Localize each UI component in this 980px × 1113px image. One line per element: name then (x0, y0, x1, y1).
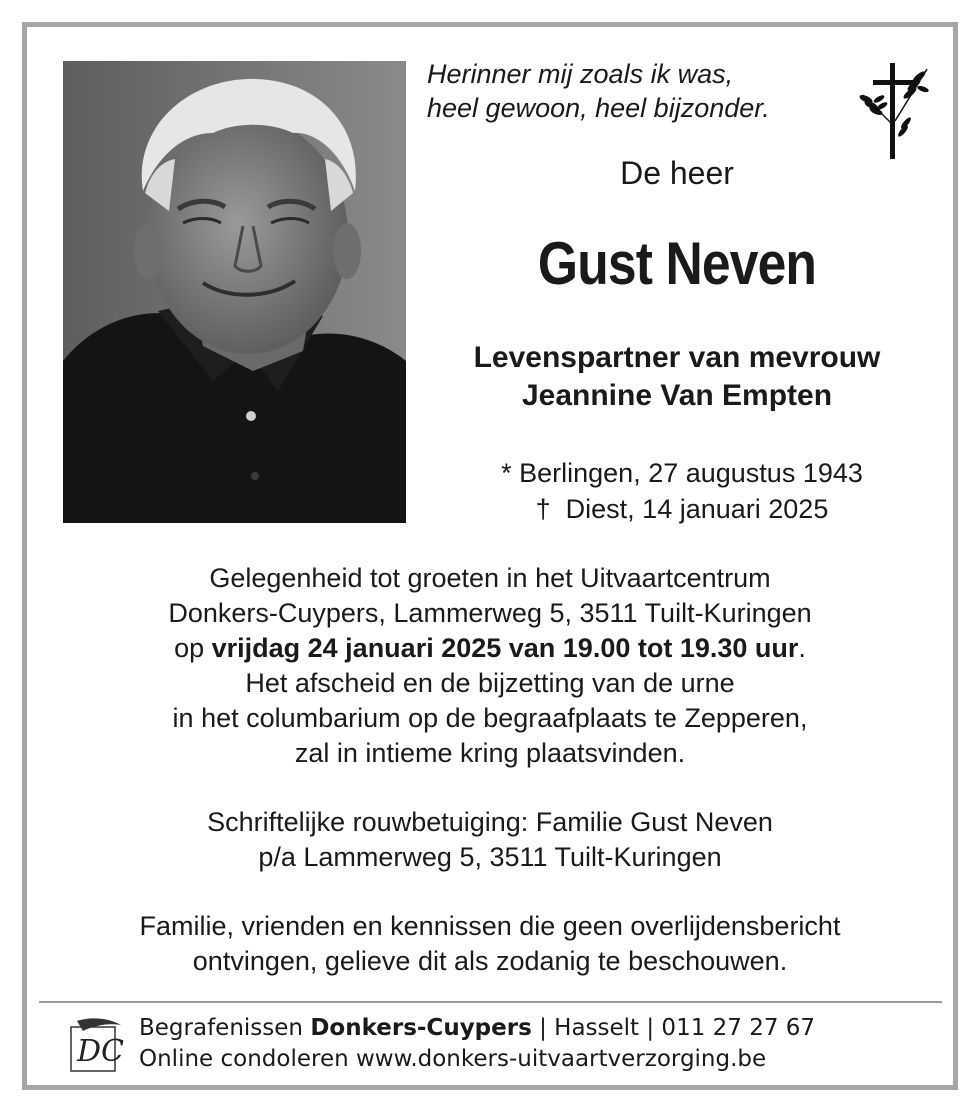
condolence-address-line-2: p/a Lammerweg 5, 3511 Tuilt-Kuringen (258, 842, 722, 872)
visitation-prefix: op (174, 633, 212, 663)
paragraph-gap (27, 875, 953, 909)
visitation-line-3 (27, 631, 953, 666)
partner-line-1: Levenspartner van mevrouw (473, 341, 881, 374)
life-dates (432, 455, 932, 527)
quote-line-2: heel gewoon, heel bijzonder. (427, 93, 770, 123)
footer-prefix: Begrafenissen (139, 1015, 311, 1041)
visitation-suffix: . (798, 633, 806, 663)
footer-contact: | Hasselt | 011 27 27 67 (531, 1015, 816, 1041)
obituary-card (22, 22, 958, 1090)
visitation-line-2: Donkers-Cuypers, Lammerweg 5, 3511 Tuilt-Kuringen (168, 598, 812, 628)
logo-text: DC (77, 1034, 125, 1069)
partner-info (407, 339, 947, 415)
notice-line-1: Familie, vrienden en kennissen die geen overlijdensbericht (139, 911, 841, 941)
donkers-cuypers-logo (69, 1015, 125, 1080)
funeral-home-footer (139, 1013, 939, 1075)
death-date: † Diest, 14 januari 2025 (535, 494, 829, 524)
visitation-datetime: vrijdag 24 januari 2025 van 19.00 tot 19.30 uur (211, 633, 799, 663)
ceremony-line-2: in het columbarium op de begraafplaats te Zepperen, (172, 703, 808, 733)
footer-line-1 (139, 1013, 939, 1044)
honorific: De heer (620, 155, 734, 191)
funeral-details (27, 561, 953, 979)
deceased-name: Gust Neven (537, 230, 817, 297)
memorial-quote (427, 57, 847, 125)
funeral-home-name: Donkers-Cuypers (310, 1015, 532, 1041)
portrait-photo (63, 61, 406, 523)
birth-date: * Berlingen, 27 augustus 1943 (501, 458, 863, 488)
cross-with-wheat-icon (857, 61, 933, 166)
footer-line-2: Online condoleren www.donkers-uitvaartverzorging.be (139, 1046, 767, 1072)
paragraph-gap (27, 771, 953, 805)
ceremony-line-1: Het afscheid en de bijzetting van de urne (245, 668, 735, 698)
quote-line-1: Herinner mij zoals ik was, (427, 59, 734, 89)
ceremony-line-3: zal in intieme kring plaatsvinden. (294, 738, 686, 768)
visitation-line-1: Gelegenheid tot groeten in het Uitvaartcentrum (209, 563, 771, 593)
condolence-address-line-1: Schriftelijke rouwbetuiging: Familie Gust Neven (207, 807, 773, 837)
partner-line-2: Jeannine Van Empten (521, 379, 833, 412)
notice-line-2: ontvingen, gelieve dit als zodanig te beschouwen. (192, 946, 788, 976)
footer-divider (39, 1001, 942, 1003)
